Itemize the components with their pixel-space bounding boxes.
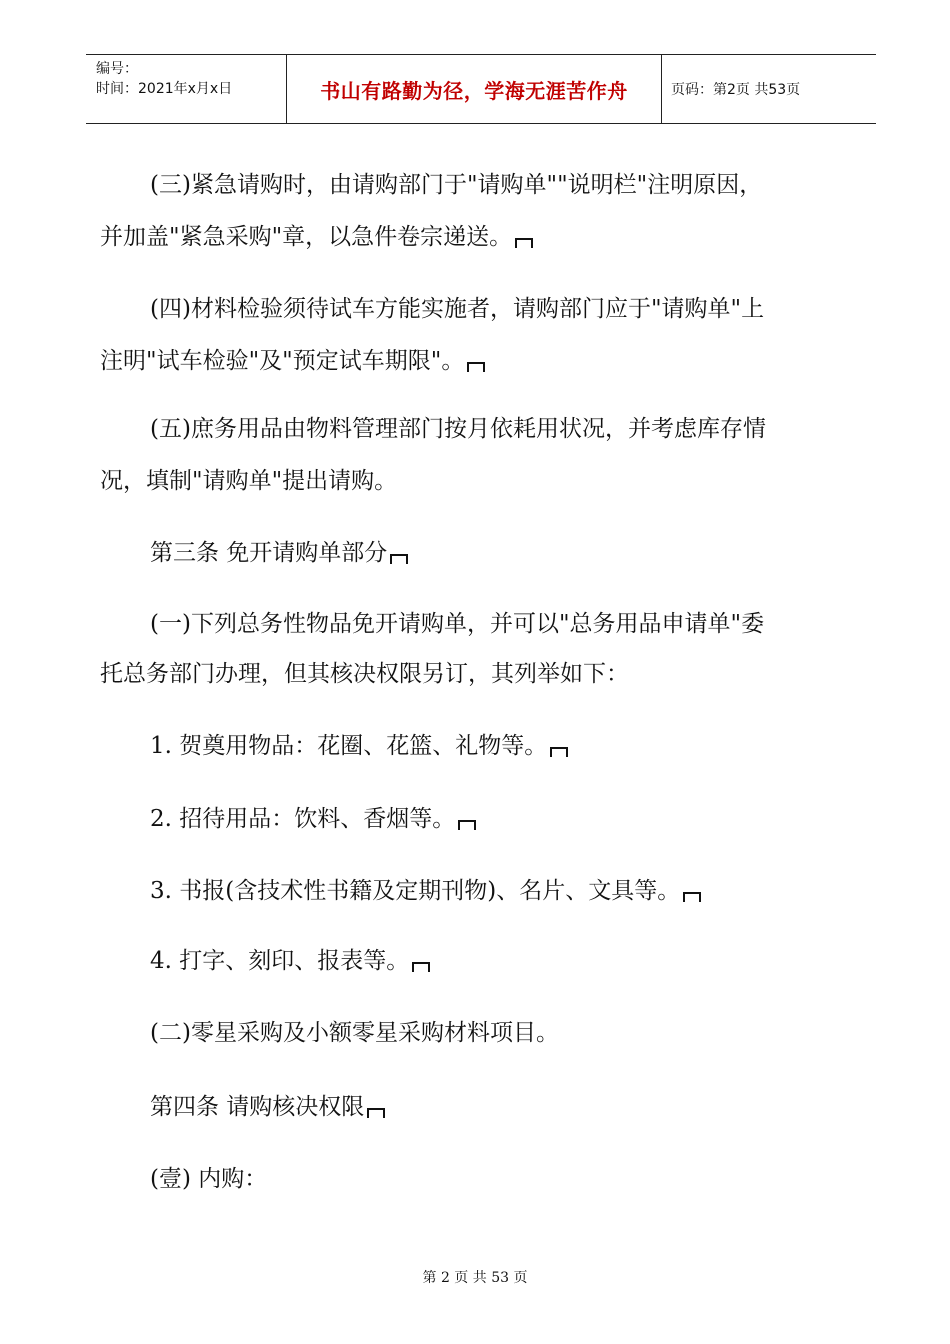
header-meta (86, 55, 286, 123)
header-page-cell (661, 55, 876, 123)
paragraph-8: (壹) 内购： (150, 1166, 268, 1192)
paragraph-5-line-2: 况，填制"请购单"提出请购。 (100, 468, 398, 494)
paragraph-6-line-2: 托总务部门办理，但其核决权限另订，其列举如下： (100, 661, 629, 687)
paragraph-4-line-1: (四)材料检验须待试车方能实施者，请购部门应于"请购单"上 (150, 296, 765, 322)
paragraph-mark-icon (467, 362, 485, 372)
article-3-heading: 第三条 免开请购单部分 (150, 534, 408, 567)
paragraph-3-line-1: (三)紧急请购时，由请购部门于"请购单""说明栏"注明原因， (150, 172, 763, 198)
paragraph-7: (二)零星采购及小额零星采购材料项目。 (150, 1020, 559, 1046)
paragraph-4-line-2: 注明"试车检验"及"预定试车期限"。 (100, 342, 485, 375)
page-footer: 第 2 页 共 53 页 (422, 1270, 528, 1286)
header-motto-cell (286, 55, 662, 123)
paragraph-mark-icon (515, 238, 533, 248)
paragraph-mark-icon (683, 892, 701, 902)
page-info: 页码：第2页 共53页 (671, 82, 801, 98)
document-number-label: 编号： (96, 61, 138, 77)
paragraph-mark-icon (390, 554, 408, 564)
paragraph-6-line-1: (一)下列总务性物品免开请购单，并可以"总务用品申请单"委 (150, 611, 765, 637)
document-date: 时间：2021年x月x日 (96, 81, 233, 97)
paragraph-mark-icon (550, 747, 568, 757)
list-item-3: 3. 书报(含技术性书籍及定期刊物)、名片、文具等。 (150, 872, 701, 905)
list-item-4: 4. 打字、刻印、报表等。 (150, 942, 430, 975)
list-item-2: 2. 招待用品：饮料、香烟等。 (150, 800, 476, 833)
motto: 书山有路勤为径，学海无涯苦作舟 (320, 78, 628, 103)
paragraph-mark-icon (367, 1108, 385, 1118)
paragraph-3-line-2: 并加盖"紧急采购"章，以急件卷宗递送。 (100, 218, 533, 251)
paragraph-mark-icon (412, 962, 430, 972)
document-header (86, 54, 876, 124)
article-4-heading: 第四条 请购核决权限 (150, 1088, 385, 1121)
paragraph-5-line-1: (五)庶务用品由物料管理部门按月依耗用状况，并考虑库存情 (150, 416, 766, 442)
list-item-1: 1. 贺奠用物品：花圈、花篮、礼物等。 (150, 727, 568, 760)
paragraph-mark-icon (458, 820, 476, 830)
